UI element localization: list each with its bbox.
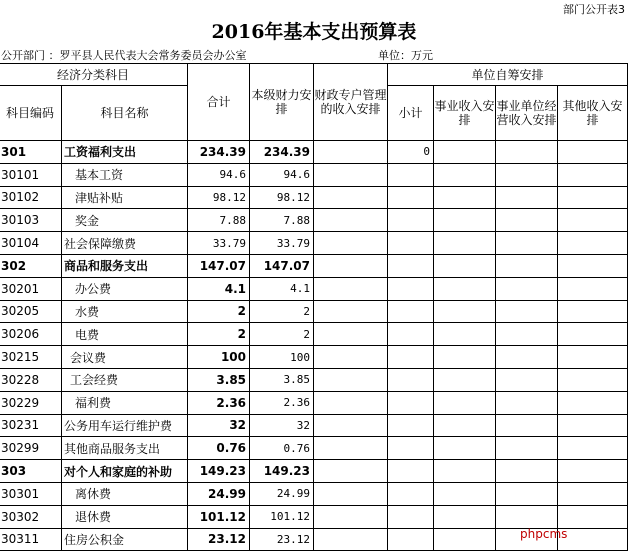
code-cell: 30206 — [0, 323, 62, 346]
biz-income-cell — [434, 460, 496, 483]
other-income-cell — [558, 460, 628, 483]
subtotal-cell — [388, 232, 434, 255]
other-income-cell — [558, 232, 628, 255]
fiscal-cell: 2.36 — [250, 391, 314, 414]
fiscal-cell: 7.88 — [250, 209, 314, 232]
table-row — [0, 368, 628, 391]
biz-income-cell — [434, 254, 496, 277]
name-cell: 住房公积金 — [62, 528, 188, 551]
fiscal-cell: 149.23 — [250, 460, 314, 483]
special-cell — [314, 368, 388, 391]
code-cell: 30231 — [0, 414, 62, 437]
subtotal-cell — [388, 186, 434, 209]
biz-income-cell — [434, 232, 496, 255]
name-cell: 工资福利支出 — [62, 141, 188, 164]
biz-income-cell — [434, 414, 496, 437]
table-row — [0, 186, 628, 209]
other-income-cell — [558, 186, 628, 209]
special-cell — [314, 232, 388, 255]
biz-op-cell — [496, 368, 558, 391]
total-cell: 2 — [188, 300, 250, 323]
name-cell: 电费 — [62, 323, 188, 346]
table-row — [0, 482, 628, 505]
biz-income-cell — [434, 346, 496, 369]
name-cell: 对个人和家庭的补助 — [62, 460, 188, 483]
other-income-cell — [558, 528, 628, 551]
watermark-logo: phpcms — [520, 527, 568, 541]
other-income-cell — [558, 277, 628, 300]
special-cell — [314, 323, 388, 346]
subtotal-cell — [388, 209, 434, 232]
fiscal-cell: 32 — [250, 414, 314, 437]
name-cell: 其他商品服务支出 — [62, 437, 188, 460]
fiscal-cell: 24.99 — [250, 482, 314, 505]
other-income-cell — [558, 346, 628, 369]
subtotal-cell — [388, 300, 434, 323]
other-income-cell — [558, 300, 628, 323]
other-income-cell — [558, 163, 628, 186]
total-cell: 2.36 — [188, 391, 250, 414]
biz-op-cell — [496, 391, 558, 414]
table-row — [0, 232, 628, 255]
special-cell — [314, 163, 388, 186]
other-income-cell — [558, 323, 628, 346]
special-cell — [314, 300, 388, 323]
name-cell: 奖金 — [62, 209, 188, 232]
fiscal-cell: 0.76 — [250, 437, 314, 460]
biz-op-cell — [496, 505, 558, 528]
biz-income-header: 事业收入安排 — [434, 86, 496, 141]
table-row — [0, 460, 628, 483]
biz-op-cell — [496, 437, 558, 460]
special-cell — [314, 482, 388, 505]
table-row — [0, 437, 628, 460]
biz-op-cell — [496, 254, 558, 277]
fiscal-cell: 2 — [250, 300, 314, 323]
table-number-label: 部门公开表3 — [563, 3, 625, 16]
name-cell: 工会经费 — [62, 368, 188, 391]
name-cell: 福利费 — [62, 391, 188, 414]
budget-table — [0, 63, 628, 551]
biz-income-cell — [434, 505, 496, 528]
other-income-header: 其他收入安排 — [558, 86, 628, 141]
biz-op-cell — [496, 346, 558, 369]
total-cell: 24.99 — [188, 482, 250, 505]
table-row — [0, 391, 628, 414]
biz-op-cell — [496, 141, 558, 164]
subtotal-cell — [388, 460, 434, 483]
total-cell: 101.12 — [188, 505, 250, 528]
subtotal-header: 小计 — [388, 86, 434, 141]
other-income-cell — [558, 414, 628, 437]
biz-op-cell — [496, 414, 558, 437]
name-cell: 基本工资 — [62, 163, 188, 186]
code-cell: 30302 — [0, 505, 62, 528]
total-cell: 147.07 — [188, 254, 250, 277]
biz-income-cell — [434, 437, 496, 460]
self-raised-header: 单位自筹安排 — [388, 64, 628, 86]
total-cell: 23.12 — [188, 528, 250, 551]
biz-op-cell — [496, 232, 558, 255]
other-income-cell — [558, 254, 628, 277]
fiscal-cell: 101.12 — [250, 505, 314, 528]
subtotal-cell: 0 — [388, 141, 434, 164]
name-cell: 办公费 — [62, 277, 188, 300]
other-income-cell — [558, 141, 628, 164]
total-cell: 234.39 — [188, 141, 250, 164]
total-cell: 94.6 — [188, 163, 250, 186]
subtotal-cell — [388, 346, 434, 369]
code-cell: 301 — [0, 141, 62, 164]
total-cell: 7.88 — [188, 209, 250, 232]
total-header: 合计 — [188, 64, 250, 141]
other-income-cell — [558, 437, 628, 460]
table-row — [0, 414, 628, 437]
subtotal-cell — [388, 277, 434, 300]
code-cell: 30301 — [0, 482, 62, 505]
subtotal-cell — [388, 482, 434, 505]
code-cell: 30201 — [0, 277, 62, 300]
other-income-cell — [558, 391, 628, 414]
special-cell — [314, 460, 388, 483]
subtotal-cell — [388, 437, 434, 460]
table-row — [0, 346, 628, 369]
total-cell: 100 — [188, 346, 250, 369]
special-cell — [314, 254, 388, 277]
table-row — [0, 300, 628, 323]
other-income-cell — [558, 482, 628, 505]
table-row — [0, 254, 628, 277]
biz-income-cell — [434, 141, 496, 164]
special-cell — [314, 277, 388, 300]
subtotal-cell — [388, 414, 434, 437]
special-cell — [314, 414, 388, 437]
fiscal-header: 本级财力安排 — [250, 64, 314, 141]
code-cell: 303 — [0, 460, 62, 483]
special-cell — [314, 437, 388, 460]
subtotal-cell — [388, 254, 434, 277]
department-label: 公开部门 ：罗平县人民代表大会常务委员会办公室 — [1, 49, 247, 62]
table-row — [0, 163, 628, 186]
page-title: 2016年基本支出预算表 — [211, 21, 417, 43]
biz-op-cell — [496, 460, 558, 483]
subtotal-cell — [388, 528, 434, 551]
table-row — [0, 209, 628, 232]
fiscal-cell: 100 — [250, 346, 314, 369]
code-cell: 30228 — [0, 368, 62, 391]
special-cell — [314, 186, 388, 209]
subtotal-cell — [388, 505, 434, 528]
code-header: 科目编码 — [0, 86, 62, 141]
code-cell: 30103 — [0, 209, 62, 232]
other-income-cell — [558, 505, 628, 528]
biz-income-cell — [434, 391, 496, 414]
code-cell: 30299 — [0, 437, 62, 460]
total-cell: 0.76 — [188, 437, 250, 460]
special-account-header: 财政专户管理的收入安排 — [314, 64, 388, 141]
biz-income-cell — [434, 528, 496, 551]
code-cell: 30215 — [0, 346, 62, 369]
fiscal-cell: 2 — [250, 323, 314, 346]
biz-income-cell — [434, 277, 496, 300]
other-income-cell — [558, 209, 628, 232]
fiscal-cell: 98.12 — [250, 186, 314, 209]
biz-op-cell — [496, 482, 558, 505]
biz-income-cell — [434, 209, 496, 232]
other-income-cell — [558, 368, 628, 391]
biz-income-cell — [434, 323, 496, 346]
fiscal-cell: 33.79 — [250, 232, 314, 255]
fiscal-cell: 3.85 — [250, 368, 314, 391]
code-cell: 30229 — [0, 391, 62, 414]
name-cell: 商品和服务支出 — [62, 254, 188, 277]
subtotal-cell — [388, 163, 434, 186]
fiscal-cell: 23.12 — [250, 528, 314, 551]
biz-income-cell — [434, 482, 496, 505]
special-cell — [314, 141, 388, 164]
biz-op-header: 事业单位经营收入安排 — [496, 86, 558, 141]
name-cell: 水费 — [62, 300, 188, 323]
name-cell: 社会保障缴费 — [62, 232, 188, 255]
total-cell: 149.23 — [188, 460, 250, 483]
subtotal-cell — [388, 323, 434, 346]
special-cell — [314, 505, 388, 528]
biz-op-cell — [496, 277, 558, 300]
total-cell: 33.79 — [188, 232, 250, 255]
name-header: 科目名称 — [62, 86, 188, 141]
total-cell: 4.1 — [188, 277, 250, 300]
unit-label: 单位：万元 — [378, 49, 433, 62]
biz-income-cell — [434, 300, 496, 323]
biz-op-cell — [496, 300, 558, 323]
name-cell: 公务用车运行维护费 — [62, 414, 188, 437]
name-cell: 离休费 — [62, 482, 188, 505]
total-cell: 3.85 — [188, 368, 250, 391]
total-cell: 32 — [188, 414, 250, 437]
biz-op-cell — [496, 323, 558, 346]
total-cell: 2 — [188, 323, 250, 346]
code-cell: 30104 — [0, 232, 62, 255]
code-cell: 30311 — [0, 528, 62, 551]
subtotal-cell — [388, 391, 434, 414]
fiscal-cell: 94.6 — [250, 163, 314, 186]
subtotal-cell — [388, 368, 434, 391]
name-cell: 津贴补贴 — [62, 186, 188, 209]
biz-income-cell — [434, 368, 496, 391]
code-cell: 302 — [0, 254, 62, 277]
table-row — [0, 505, 628, 528]
biz-op-cell — [496, 209, 558, 232]
biz-income-cell — [434, 186, 496, 209]
code-cell: 30101 — [0, 163, 62, 186]
total-cell: 98.12 — [188, 186, 250, 209]
special-cell — [314, 391, 388, 414]
name-cell: 退休费 — [62, 505, 188, 528]
table-row — [0, 277, 628, 300]
econ-class-header: 经济分类科目 — [0, 64, 188, 86]
table-row — [0, 323, 628, 346]
special-cell — [314, 528, 388, 551]
special-cell — [314, 346, 388, 369]
name-cell: 会议费 — [62, 346, 188, 369]
code-cell: 30205 — [0, 300, 62, 323]
fiscal-cell: 147.07 — [250, 254, 314, 277]
special-cell — [314, 209, 388, 232]
biz-op-cell — [496, 163, 558, 186]
code-cell: 30102 — [0, 186, 62, 209]
fiscal-cell: 234.39 — [250, 141, 314, 164]
biz-income-cell — [434, 163, 496, 186]
fiscal-cell: 4.1 — [250, 277, 314, 300]
biz-op-cell — [496, 186, 558, 209]
table-row — [0, 141, 628, 164]
